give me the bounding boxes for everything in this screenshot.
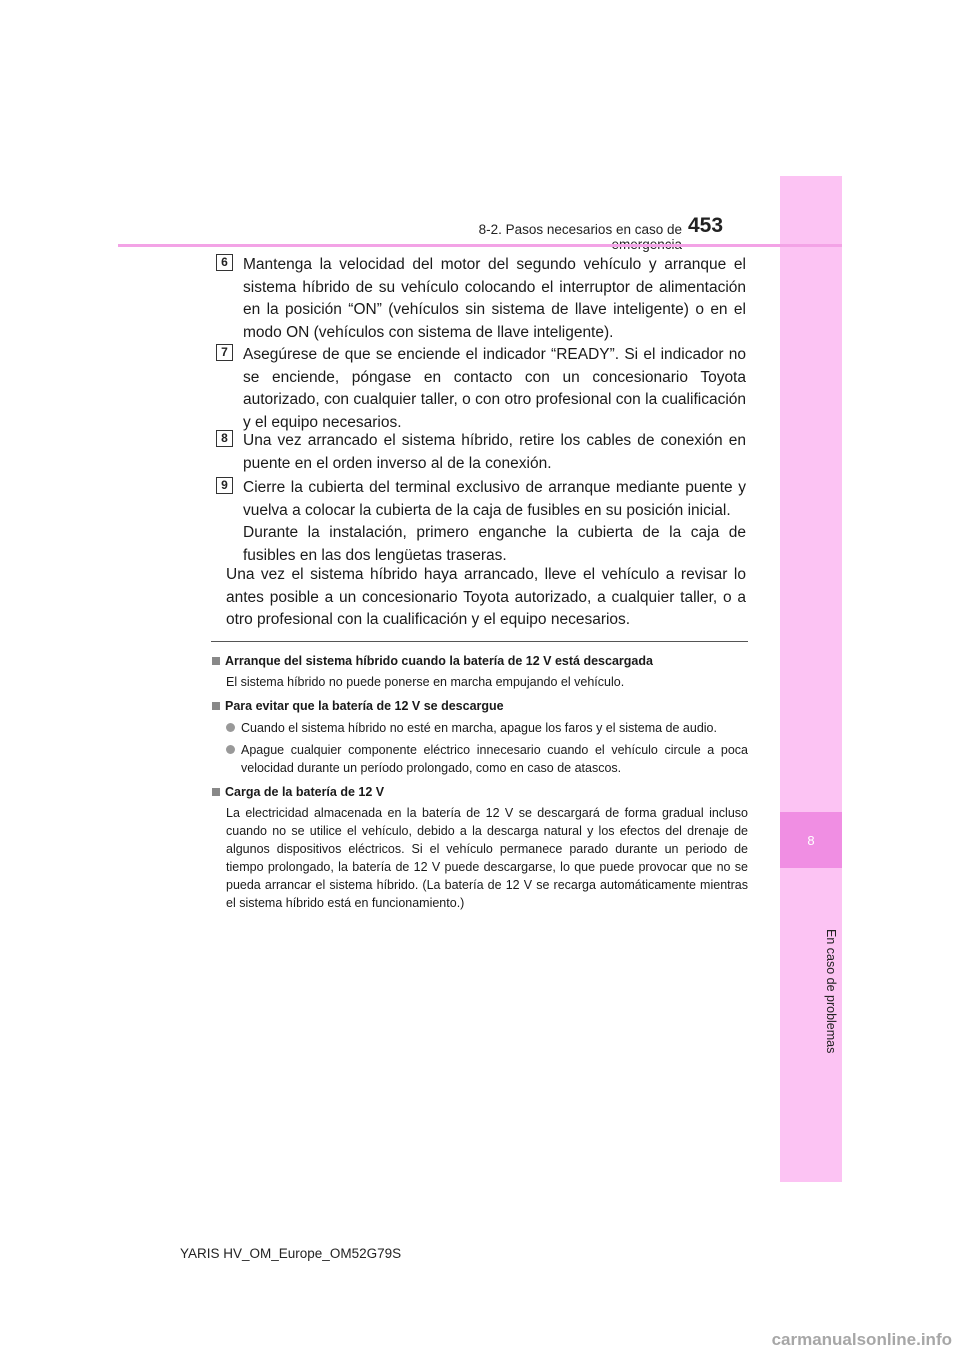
square-bullet-icon xyxy=(212,702,220,710)
step-number: 6 xyxy=(216,254,233,271)
section-title: 8-2. Pasos necesarios en caso de xyxy=(478,222,682,237)
section-divider xyxy=(211,641,748,642)
circle-bullet-icon xyxy=(226,723,235,732)
step-text: Cierre la cubierta del terminal exclusivo de arranque mediante puente y vuelva a colocar la cubierta de la caja de fusibles en su posición inicial. xyxy=(243,479,746,519)
step-9 xyxy=(216,477,746,567)
step-number: 9 xyxy=(216,477,233,494)
step-6 xyxy=(216,254,746,344)
watermark: carmanualsonline.info xyxy=(771,1330,952,1349)
step-text: Mantenga la velocidad del motor del segundo vehículo y arranque el sistema híbrido de su vehículo colocando el interruptor de alimentación en la posición “ON” (vehículos sin sistema de llave inteligente) o en el modo ON (vehículos con sistema de llave inteligente). xyxy=(243,256,746,341)
document-footer: YARIS HV_OM_Europe_OM52G79S xyxy=(180,1246,402,1261)
step-text: Una vez arrancado el sistema híbrido, retire los cables de conexión en puente en el orden inverso al de la conexión. xyxy=(243,432,746,472)
list-item xyxy=(226,719,748,737)
step-text: Asegúrese de que se enciende el indicador “READY”. Si el indicador no se enciende, póngase en contacto con un concesionario Toyota autorizado, con cualquier taller, o con otro profesional con la cualificación y el equipo necesarios. xyxy=(243,346,746,431)
note-heading xyxy=(212,697,748,715)
step-number: 8 xyxy=(216,430,233,447)
closing-paragraph: Una vez el sistema híbrido haya arrancado, lleve el vehículo a revisar lo antes posible a un concesionario Toyota autorizado, a cualquier taller, o a otro profesional con la cualificación y el equipo necesarios. xyxy=(226,566,746,628)
square-bullet-icon xyxy=(212,788,220,796)
step-8 xyxy=(216,430,746,475)
step-extra-text: Durante la instalación, primero enganche la cubierta de la caja de fusibles en las dos lengüetas traseras. xyxy=(243,524,746,564)
page-number: 453 xyxy=(688,214,724,237)
note-body: La electricidad almacenada en la batería de 12 V se descargará de forma gradual incluso cuando no se utilice el vehículo, debido a la descarga natural y los efectos del drenaje de algunos dispositivos eléctricos. Si el vehículo permanece parado durante un periodo de tiempo prolongado, la batería de 12 V puede descargarse, lo que puede provocar que no se pueda arrancar el sistema híbrido. (La batería de 12 V se recarga automáticamente mientras el sistema híbrido está en funcionamiento.) xyxy=(226,806,748,910)
chapter-number: 8 xyxy=(780,812,842,868)
note-heading xyxy=(212,652,748,670)
chapter-side-tab xyxy=(780,176,842,1182)
note-title: Carga de la batería de 12 V xyxy=(225,785,385,799)
square-bullet-icon xyxy=(212,657,220,665)
note-body: El sistema híbrido no puede ponerse en marcha empujando el vehículo. xyxy=(226,675,625,689)
note-title: Para evitar que la batería de 12 V se descargue xyxy=(225,699,504,713)
circle-bullet-icon xyxy=(226,745,235,754)
list-item xyxy=(226,741,748,777)
note-title: Arranque del sistema híbrido cuando la batería de 12 V está descargada xyxy=(225,654,653,668)
notes-section xyxy=(212,652,748,912)
header-rule xyxy=(118,244,842,247)
step-number: 7 xyxy=(216,344,233,361)
chapter-title: En caso de problemas xyxy=(824,928,838,1054)
step-7 xyxy=(216,344,746,434)
bullet-text: Cuando el sistema híbrido no esté en marcha, apague los faros y el sistema de audio. xyxy=(241,721,717,735)
bullet-text: Apague cualquier componente eléctrico innecesario cuando el vehículo circule a poca velocidad durante un período prolongado, como en caso de atascos. xyxy=(241,743,748,775)
note-heading xyxy=(212,783,748,801)
